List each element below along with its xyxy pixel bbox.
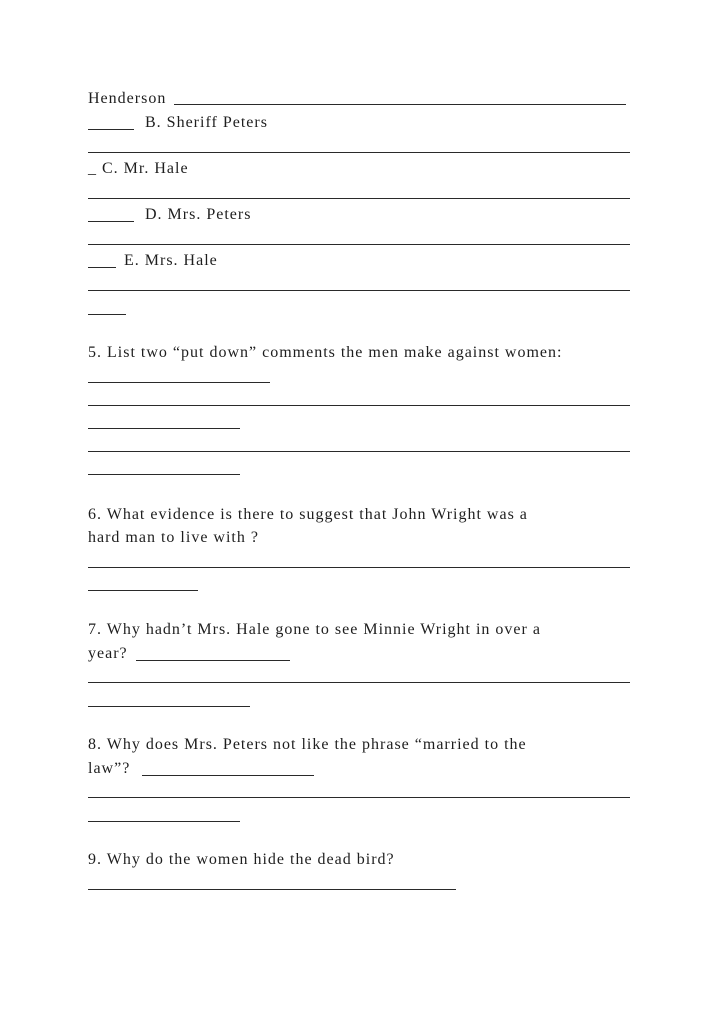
answer-blank [88, 267, 116, 268]
answer-line [88, 474, 240, 475]
answer-line [88, 567, 630, 568]
question-7-line-1: 7. Why hadn’t Mrs. Hale gone to see Minnie Wright in over a [88, 621, 541, 638]
answer-line [88, 198, 630, 199]
answer-line [88, 405, 630, 406]
answer-line [88, 244, 630, 245]
match-mr-hale: _ C. Mr. Hale [88, 160, 189, 177]
match-mrs-hale: E. Mrs. Hale [124, 252, 218, 269]
answer-line [88, 889, 456, 890]
question-5: 5. List two “put down” comments the men make against women: [88, 344, 563, 361]
question-8-line-1: 8. Why does Mrs. Peters not like the phrase “married to the [88, 736, 527, 753]
answer-line [136, 660, 290, 661]
answer-line [88, 451, 630, 452]
answer-line [142, 775, 314, 776]
match-henderson: Henderson [88, 90, 167, 107]
answer-line [88, 682, 630, 683]
answer-line [174, 104, 626, 105]
answer-line [88, 290, 630, 291]
answer-line [88, 821, 240, 822]
question-6-line-1: 6. What evidence is there to suggest that John Wright was a [88, 506, 528, 523]
answer-blank [88, 129, 134, 130]
answer-line [88, 382, 270, 383]
answer-line [88, 797, 630, 798]
answer-line [88, 152, 630, 153]
match-mrs-peters: D. Mrs. Peters [145, 206, 252, 223]
question-8-line-2: law”? [88, 760, 131, 777]
question-6-line-2: hard man to live with ? [88, 529, 259, 546]
question-7-line-2: year? [88, 645, 128, 662]
question-9: 9. Why do the women hide the dead bird? [88, 851, 395, 868]
match-sheriff-peters: B. Sheriff Peters [145, 114, 268, 131]
answer-line [88, 590, 198, 591]
answer-blank [88, 221, 134, 222]
answer-line [88, 314, 126, 315]
answer-line [88, 428, 240, 429]
answer-line [88, 706, 250, 707]
